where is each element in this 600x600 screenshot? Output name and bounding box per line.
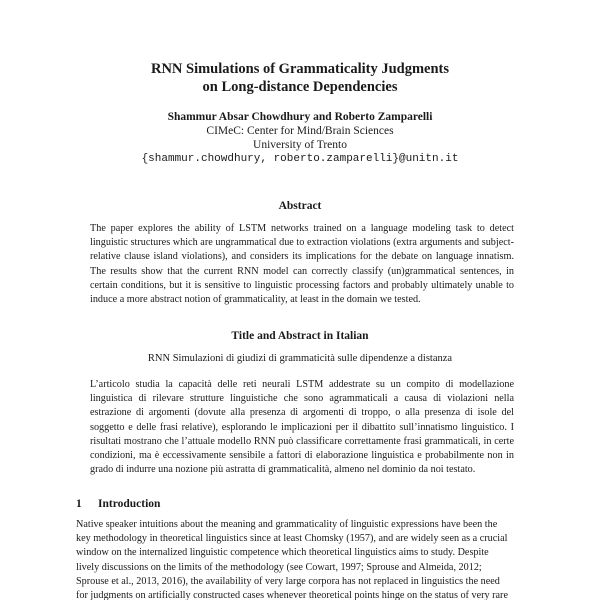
- intro-line: window on the internalized linguistic competence which theoretical linguistics aims to study. Despite: [76, 547, 489, 559]
- title-line-2: on Long-distance Dependencies: [202, 79, 398, 95]
- introduction-text: [76, 518, 531, 600]
- intro-line: Sprouse et al., 2013, 2016), the availability of very large corpora has not replaced in linguistics the need: [76, 575, 500, 587]
- intro-line: lively discussions on the limits of the methodology (see Cowart, 1997; Sprouse and Almeida, 2012;: [76, 561, 482, 573]
- italian-abstract-text: L’articolo studia la capacità delle reti neurali LSTM addestrate su un compito di modellazione linguistica di rilevare strutture linguistiche che sono agrammaticali a causa di violazioni nella estrazione di argomenti (dovute alla presenza di argomenti di troppo, o alla presenza di isole del soggetto e delle frasi relative), esplorando le implicazioni per il dibattito sull’innatismo linguistico. I risultati mostrano che l’attuale modello RNN può classificare correttamente frasi grammaticali, in certe condizioni, ma è eccessivamente sensibile a fattori di elaborazione linguistica e probabilmente non in grado di indurre una nozione più astratta di grammaticalità, almeno nel dominio da noi testato.: [90, 379, 514, 476]
- intro-line: key methodology in theoretical linguistics since at least Chomsky (1957), and are widely seen as a crucial: [76, 533, 508, 545]
- affiliation-line-1: CIMeC: Center for Mind/Brain Sciences: [206, 125, 394, 137]
- author-email: {shammur.chowdhury, roberto.zamparelli}@unitn.it: [141, 153, 459, 165]
- italian-section-heading: Title and Abstract in Italian: [231, 330, 369, 342]
- section-title: Introduction: [98, 498, 161, 510]
- abstract-heading: Abstract: [278, 200, 322, 212]
- author-block: [0, 110, 600, 166]
- author-names: Shammur Absar Chowdhury and Roberto Zamparelli: [167, 111, 433, 123]
- section-number: 1: [76, 498, 82, 510]
- italian-title: RNN Simulazioni di giudizi di grammaticità sulle dipendenze a distanza: [147, 353, 453, 364]
- title-line-1: RNN Simulations of Grammaticality Judgments: [150, 61, 450, 77]
- affiliation-line-2: University of Trento: [253, 139, 347, 151]
- abstract-text: The paper explores the ability of LSTM networks trained on a language modeling task to detect linguistic structures which are ungrammatical due to extraction violations (extra arguments and subject-relative clause island violations), and considers its implications for the debate on language innatism. The results show that the current RNN model can correctly classify (un)grammatical sentences, in certain conditions, but it is sensitive to linguistic processing factors and probably ultimately unable to induce a more abstract notion of grammaticality, at least in the domain we tested.: [90, 223, 514, 306]
- introduction-heading: [76, 497, 160, 511]
- intro-line: Native speaker intuitions about the meaning and grammaticality of linguistic expressions have been the: [76, 519, 498, 530]
- intro-line: for judgments on artificially constructed cases whenever theoretical points hinge on the status of very rare: [76, 590, 508, 600]
- paper-title: [0, 60, 600, 96]
